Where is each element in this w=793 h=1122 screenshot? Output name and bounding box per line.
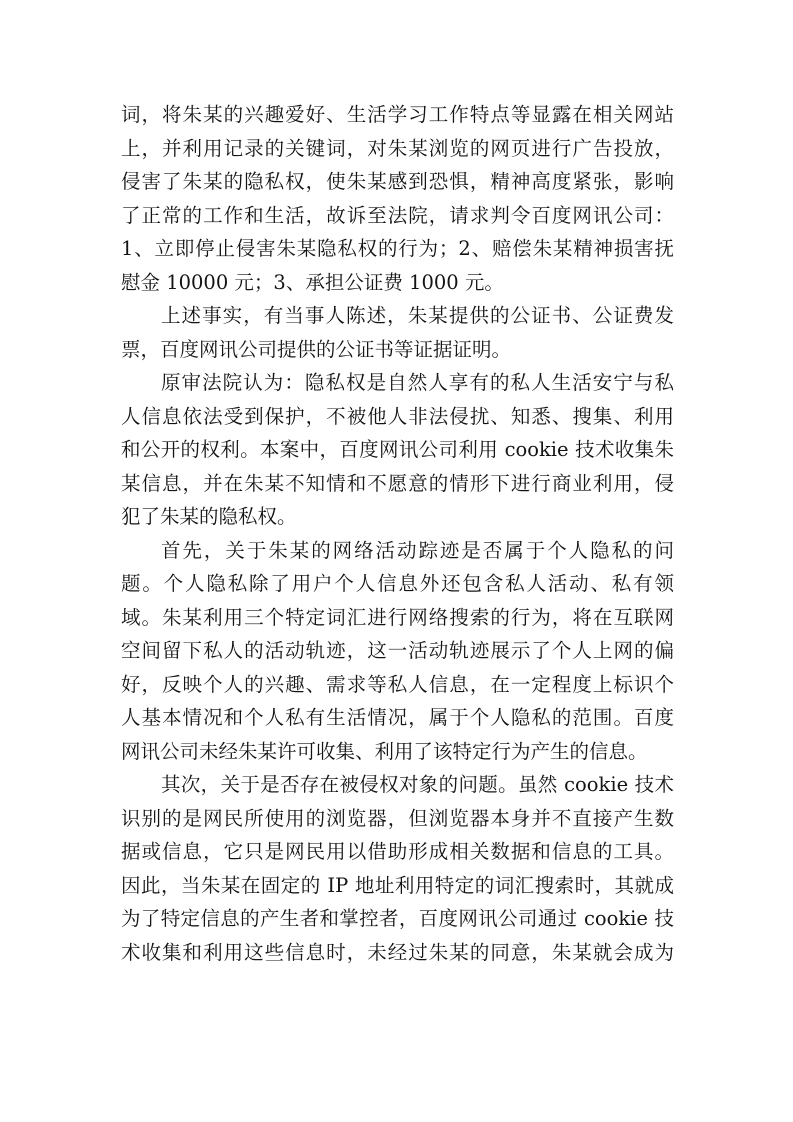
text-line: 好，反映个人的兴趣、需求等私人信息，在一定程度上标识个 [121,672,674,696]
text-line: 为了特定信息的产生者和掌控者，百度网讯公司通过 cookie 技 [121,907,674,930]
text-line: 因此，当朱某在固定的 IP 地址利用特定的词汇搜索时，其就成 [121,873,674,897]
text-line: 犯了朱某的隐私权。 [121,505,297,528]
text-line: 1、立即停止侵害朱某隐私权的行为；2、赔偿朱某精神损害抚 [121,237,674,260]
text-line: 上，并利用记录的关键词，对朱某浏览的网页进行广告投放， [121,136,674,160]
text-line: 人信息依法受到保护，不被他人非法侵扰、知悉、搜集、利用 [121,404,674,428]
text-line: 和公开的权利。本案中，百度网讯公司利用 cookie 技术收集朱 [121,438,674,461]
text-line: 空间留下私人的活动轨迹，这一活动轨迹展示了个人上网的偏 [121,639,674,662]
text-line: 侵害了朱某的隐私权，使朱某感到恐惧，精神高度紧张，影响 [121,170,674,193]
text-line: 词，将朱某的兴趣爱好、生活学习工作特点等显露在相关网站 [121,103,674,126]
text-line: 网讯公司未经朱某许可收集、利用了该特定行为产生的信息。 [121,739,648,763]
paragraph-claims [121,98,674,299]
text-line: 人基本情况和个人私有生活情况，属于个人隐私的范围。百度 [121,706,674,729]
text-line: 据或信息，它只是网民用以借助形成相关数据和信息的工具。 [121,840,674,863]
text-line: 题。个人隐私除了用户个人信息外还包含私人活动、私有领 [121,572,674,595]
paragraph-second-issue [121,768,674,969]
text-line: 识别的是网民所使用的浏览器，但浏览器本身并不直接产生数 [121,806,674,830]
text-line: 其次，关于是否存在被侵权对象的问题。虽然 cookie 技术 [161,773,674,796]
document-body [121,98,674,969]
text-line: 了正常的工作和生活，故诉至法院，请求判令百度网讯公司： [121,203,674,227]
text-line: 票，百度网讯公司提供的公证书等证据证明。 [121,337,512,361]
paragraph-facts [121,299,674,366]
text-line: 某信息，并在朱某不知情和不愿意的情形下进行商业利用，侵 [121,471,674,495]
text-line: 上述事实，有当事人陈述，朱某提供的公证书、公证费发 [161,304,674,327]
text-line: 域。朱某利用三个特定词汇进行网络搜索的行为，将在互联网 [121,605,674,629]
text-line: 慰金 10000 元；3、承担公证费 1000 元。 [121,270,504,294]
text-line: 首先，关于朱某的网络活动踪迹是否属于个人隐私的问 [161,538,674,562]
paragraph-first-issue [121,534,674,769]
text-line: 原审法院认为：隐私权是自然人享有的私人生活安宁与私 [161,371,674,394]
paragraph-court-opinion [121,366,674,534]
text-line: 术收集和利用这些信息时，未经过朱某的同意，朱某就会成为 [121,940,674,964]
